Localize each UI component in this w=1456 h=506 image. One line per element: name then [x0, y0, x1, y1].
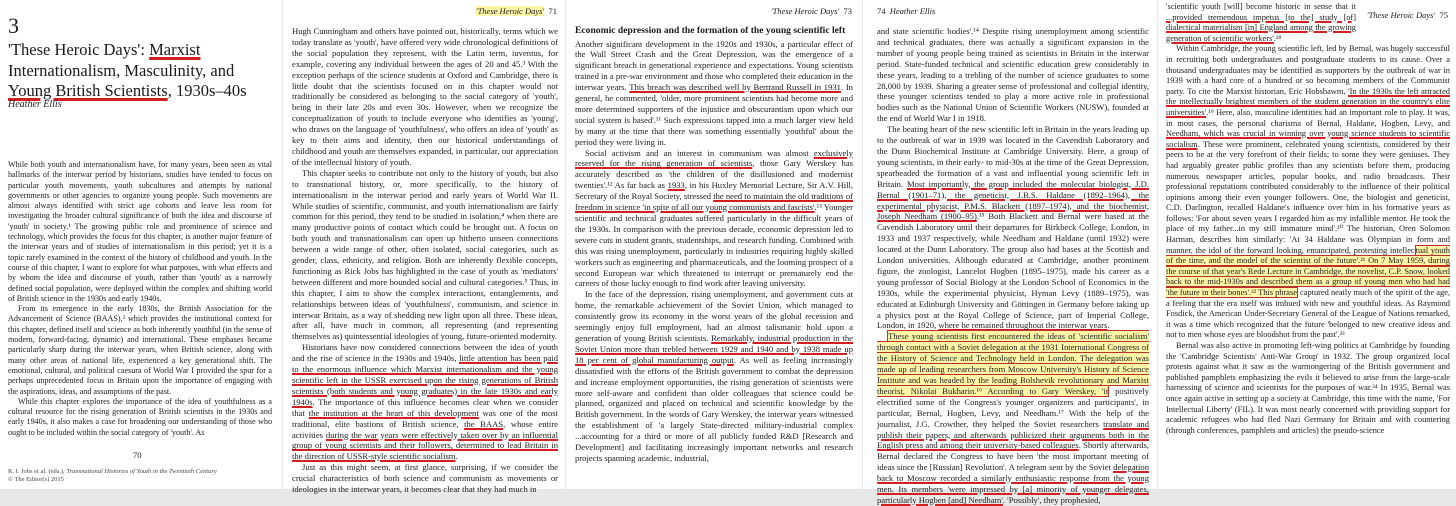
- chapter-author: Heather Ellis: [8, 99, 62, 110]
- page-71: [283, 0, 565, 495]
- paragraph: The beating heart of the new scientific left in Britain in the years leading up to the outbreak of war in 1939 was located in the Cavendish Laboratory and the Dunn Biochemical Institute at Cambridge University. Here, a group of young scientists, in their early- to mid-30s at the time of the Great Depression, spearheaded the formation of a vast and influential young scientific left in Britain. Most importantly, the group included the molecular biologist, J.D. Bernal (1901–71), the geneticist, J.B.S. Haldane (1892–1964), the experimental physicist, P.M.S. Blackett (1897–1974), and the biochemist, Joseph Needham (1900–95).¹⁵ Both Blackett and Bernal were based at the Cavendish Laboratory until their departures for Birkbeck College, London, in 1933 and 1937 respectively, while Needham and Haldane (until 1932) were located at the Dunn Laboratory. The group also had bases at the Scottish and London universities. Although educated at Cambridge, another prominent figure, the zoologist, Lancelot Hogben (1895–1975), made his career as a young professor of Social Biology at the London School of Economics in the 1930s, while the experimental physicist, Hyman Levy (1889–1975), was educated at Edinburgh University and Göttingen in Germany before taking up a physics post at the Royal College of Science, part of Imperial College, London, in 1920, where he remained throughout the interwar years.: [877, 124, 1149, 331]
- page-70-body: [8, 160, 272, 438]
- page-74-body: [877, 26, 1149, 506]
- paragraph: 'scientific youth [will] become historic in sense that it ...provided tremendous impetus [to the] study [of] dialectical materialism [in] England among the growing generation of scientific workers'.¹⁸: [1166, 2, 1356, 43]
- highlight-box: tual youth of the time, and the model of the scientist of the future'.²¹ On 7 May 1959, during the course of that year's Rede Lecture in Cambridge, the novelist, C.P. Snow, looked back to the mid-1930s and described them as a group of young men who had had 'the future in their bones'.²² This phrase: [1166, 245, 1450, 298]
- page-71-body: [292, 26, 558, 495]
- running-header: 'These Heroic Days' 71: [475, 6, 557, 16]
- paragraph: From its emergence in the early 1830s, the British Association for the Advancement of Science (BAAS),² which provides the institutional context for this chapter, defined itself and science as both inherently youthful (in the sense of modern, forward-facing, dynamic) and international. These emphases became particularly sharp during the interwar years, when British science, along with many other areas of national life, experienced a key generational shift. The emotional, cultural, and political caesura of World War I provided the spur for a perhaps unprecedented focus in Britain upon the importance of engaging with the aspirations, ideas, and assumptions of the past.: [8, 304, 272, 396]
- paragraph: Historians have now considered connections between the idea of youth and the rise of science in the 1930s and 1940s, little attention has been paid to the enormous influence which Marxist internationalism and the young scientific left in the USSR exercised upon the rising generations of British scientists (both students and young graduates) in the late 1930s and early 1940s. The importance of this influence becomes clear when we consider that the institution at the heart of this development was one of the most traditional, elite bastions of British science, the BAAS, whose entire activities during the war years were effectively taken over by an influential group of young scientists and their followers, determined to lead Britain in the direction of USSR-style scientific socialism.: [292, 342, 559, 462]
- paragraph: and state scientific bodies'.¹⁴ Despite rising unemployment among scientific and technical graduates, there was actually a significant expansion in the number of young people being trained as scientists in Britain in the interwar period. State-funded technical and scientific education grew considerably in these years, leading to a trebling of the number of science graduates to some 28,000 by 1939. Sharing a greater sense of professional and collegial identity, these younger scientists tended to play a more active role in professional bodies such as the National Union of Scientific Workers (NUSW), founded at the end of World War I in 1918.: [877, 26, 1149, 124]
- running-header: 74 Heather Ellis: [877, 6, 936, 16]
- page-70: [0, 0, 282, 489]
- chapter-title: 'These Heroic Days': Marxist Internationalism, Masculinity, and Young British Scientists, 1930s–40s: [8, 40, 247, 100]
- paragraph: These young scientists first encountered the ideas of 'scientific socialism' through contact with a Soviet delegation at the 1931 International Congress of the History of Science and Technology held in London. The delegation was made up of leading researchers from Moscow University's History of Science Institute and was headed by the leading Bolshevik revolutionary and Marxist theorist, Nikolai Bukharin.¹⁶ According to Gary Werskey, 'it positively electrified some of the Congress's younger organizers and participants', in particular, Bernal, Hogben, Levy, and Needham.¹⁷ With the help of the journalist, J.G. Crowther, they helped the Soviet researchers translate and publish their papers, and afterwards publicized their arguments both in the English press and among their university-based colleagues. Shortly afterwards, Bernal declared the Congress to have been 'the most important meeting of ideas since the [Russian] Revolution'. A telegram sent by the Soviet delegation back to Moscow recorded a similarly enthusiastic response from the young men. Its members 'were impressed by [a] minority of younger delegates, particularly Hogben [and] Needham'. 'Possibly', they prophesied,: [877, 331, 1150, 505]
- page-73: [566, 0, 862, 489]
- running-header: 'These Heroic Days' 73: [770, 6, 852, 16]
- paragraph: Bernal was also active in promoting left-wing politics at Cambridge by founding the 'Cambridge Scientists' Anti-War Group' in 1932. The group organized local protests against what it saw as the warmongering of the British government and published pamphlets emphasizing the evils it believed to arise from the large-scale harnessing of science and scientists for the purposes of war.²⁴ In 1935, Bernal was once again active in setting up a society at Cambridge, this time with the name, 'For Intellectual Liberty' (FIL). It was most nearly concerned with providing support for academic refugees who had fled Nazi Germany for Britain and with countering (through conferences, pamphlets and articles) the pseudo-science: [1166, 341, 1450, 435]
- page-75-body: [1166, 2, 1450, 436]
- paragraph: While this chapter explores the importance of the idea of youthfulness as a cultural resource for the rising generation of British scientists in the 1930s and early 1940s, it also makes a case for broadening our understanding of those who ought to be included within the social category of 'youth'. As: [8, 396, 272, 437]
- page-75: [1158, 0, 1456, 489]
- paragraph: This chapter seeks to contribute not only to the history of youth, but also to transnational history, or, more specifically, to the history of internationalism in the interwar period and early years of World War II. While studies of scientific, communist, and youth internationalism are fairly common for this period, they tend to be studied in isolation,⁴ when there are many productive points of contact which could be brought out. A focus on both youth and transnationalism can open up hitherto unseen connections between a wide range of other, often isolated, social categories, such as gender, class, ethnicity, and religion. Both are inherently flexible concepts, functioning as Rick Jobs has highlighted in the case of youth as 'mediators' between different and more bounded social and cultural categories.⁵ Thus, in this chapter, I aim to show the complex interactions, entanglements, and relationships between ideas of 'youthfulness', communism, and science in interwar Britain, as a way of shedding new light upon all three. These ideas, after all, have much in common, all representing (and representing themselves as) quintessential ideologies of young, future-oriented modernity.: [292, 167, 558, 342]
- paragraph: Social activism and an interest in communism was almost exclusively reserved for the rising generation of scientists, those Gary Werskey has accurately described as 'the children of the disillusioned and modernist twenties'.¹² As far back as 1933, in his Huxley Memorial Lecture, Sir A.V. Hill, Secretary of the Royal Society, stressed the need to maintain the old traditions of freedom in science 'in spite of all our young communists and fascists'.¹³ Younger scientific and technical graduates suffered particularly in the difficult years of the 1930s. In comparison with the previous decade, economic depression led to severe cuts in student grants, studentships, and research funding. Combined with this was rising unemployment, particularly in industries requiring highly skilled workers such as engineering and pharmaceuticals, and the looming prospect of a second European war which threatened to interrupt or prematurely end the careers of those lucky enough to find work after leaving university.: [575, 147, 854, 289]
- paragraph: Within Cambridge, the young scientific left, led by Bernal, was hugely successful in recruiting both undergraduates and postgraduate students to its cause. Over a thousand undergraduates may be identified as supporters by the outbreak of war in 1939 with a hard core of a hundred or so becoming members of the Communist party. To cite the Marxist historian, Eric Hobsbawm, 'In the 1930s the left attracted the intellectually brightest members of the student generation in the country's elite universities'.¹⁹ Here, also, masculine identities had an important role to play. It was, in most cases, the personal charisma of Bernal, Haldane, Hogben, Levy, and Needham, which was crucial in winning over young science students to scientific socialism. These were prominent, celebrated young scientists, considered by their peers to be at the very forefront of their fields; to some they were geniuses. They had arguably greater public profiles than any scientists before them, producing numerous newspaper articles, popular books, and radio broadcasts. Their professional reputations contributed considerably to the influence of their political opinions among their even younger followers. One, the biologist and geneticist, C.D. Darlington, recalled Haldane's influence over him in his formative years as follows: 'For about seven years I regarded him as my infallible mentor. He took the place of my father...in my still immature mind'.²⁰ The historian, Oren Solomon Harman, describes him similarly: 'At 34 Haldane was Olympian in form and manner, the idol of the forward looking, emancipated, protesting intellectual youth of the time, and the model of the scientist of the future'.²¹ On 7 May 1959, during the course of that year's Rede Lecture in Cambridge, the novelist, C.P. Snow, looked back to the mid-1930s and described them as a group of young men who had had 'the future in their bones'.²² This phrase captured neatly much of the spirit of the age, a feeling that the era itself was imbued with new and youthful ideas. As Raymond Fosdick, the American Under-Secretary General of the League of Nations remarked, it was a time which recognized that the future 'belonged to new creative ideas and not to men whose eyes are bloodshot from the past'.²³: [1166, 44, 1451, 340]
- section-heading: Economic depression and the formation of the young scientific left: [575, 25, 846, 36]
- paragraph: Another significant development in the 1920s and 1930s, a particular effect of the Wall Street Crash and the Great Depression, was the emergence of a significant breach in generational experience and expectations. Young scientists trained in a pre-war environment and those who completed their education in the interwar years. This breach was described well by Bertrand Russell in 1931. In general, he commented, 'older, more prominent scientists had become more and more determined supporters of the injustice and obscurantism upon which our social system is based'.¹¹ Such expressions tapped into a much larger view held by many at the time that there was something essentially 'youthful' about the period they were living in.: [575, 38, 853, 147]
- page-74: [863, 0, 1157, 505]
- page-footer: R. I. Jobs et al. (eds.), Transnational Histories of Youth in the Twentieth Century © The Editor(s) 2015: [8, 468, 217, 483]
- chapter-number: 3: [8, 13, 19, 38]
- page-73-body: [575, 25, 853, 464]
- highlight-box: These young scientists first encountered the ideas of 'scientific socialism' through contact with a Soviet delegation at the 1931 International Congress of the History of Science and Technology held in London. The delegation was made up of leading researchers from Moscow University's History of Science Institute and was headed by the leading Bolshevik revolutionary and Marxist theorist, Nikolai Bukharin.¹⁶ According to Gary Werskey, 'it: [877, 331, 1149, 396]
- paragraph: While both youth and internationalism have, for many years, been seen as vital hallmarks of the interwar period by historians, studies have tended to focus on particular youth movements, youth subcultures and attempts by national governments or other agencies to organize young people. Such movements are almost always identified with strict age cohorts and leave less room for investigating the broader cultural significance of both the idea and discourse of 'youth' in society.¹ The growing public role and prominence of science and technology, which provides the focus for this chapter, is another major feature of the interwar years and of studies of internationalism in this period; yet it is a topic rarely examined in the context of the history of childhood and youth. In the course of this chapter, I want to explore for what purposes, with what effects and by whom the idea and discourse of youth, rather than 'youth' as a narrowly defined social population, were deployed within the complex and shifting world of British science in the 1930s and early 1940s.: [8, 160, 272, 303]
- page-number: 70: [133, 450, 142, 460]
- paragraph: In the face of the depression, rising unemployment, and government cuts at home, the remarkable achievement of the Soviet Union, which managed to consistently grow its economy in the worst years of the global recession and seemingly enjoy full employment, had an almost talismanic hold upon a generation of young British scientists. Remarkably, industrial production in the Soviet Union more than trebled between 1929 and 1940 and by 1938 made up 18 per cent of global manufacturing output. As well as feeling increasingly dissatisfied with the efforts of the British government to combat the depression and increase employment opportunities, the rising generation of scientists were more self-aware and confident than older colleagues that science could be planned, organized and placed on technical and scientific knowledge by the British government. In the words of Gary Werskey, the interwar years witnessed the establishment of 'a largely State-directed military-industrial complex ...accounting for a third or more of all publicly funded R&D [Research and Development] and facilitating increasingly important networks and research projects spanning academic, industrial,: [575, 289, 854, 463]
- paragraph: Just as this might seem, at first glance, surprising, if we consider the crucial characteristics of both science and communism as movements or ideologies in the interwar years, it becomes clear that they had much in: [292, 462, 558, 495]
- paragraph: Hugh Cunningham and others have pointed out, historically, terms which we today translate as 'youth', have offered very wide chronological definitions of the social population they represent, with the Latin term, iuventus, for example, covering any individual between the ages of 20 and 45.³ With the exception perhaps of the science students at Oxford and Cambridge, there is little doubt that the scientists focused on in this chapter would not traditionally be considered as belonging to the social category of 'youth', being in their late 20s and even 30s. However, when we recognize the conceptualization of youth to include everyone who identifies as 'young', who draws on the language of 'youthfulness', who offers an idea of 'youth' as key to their aims and identity, then our historical understandings of childhood and youth are themselves expanded, in particular, our appreciation of the intellectual history of youth.: [292, 26, 558, 167]
- running-header: 'These Heroic Days' 75: [1366, 10, 1448, 20]
